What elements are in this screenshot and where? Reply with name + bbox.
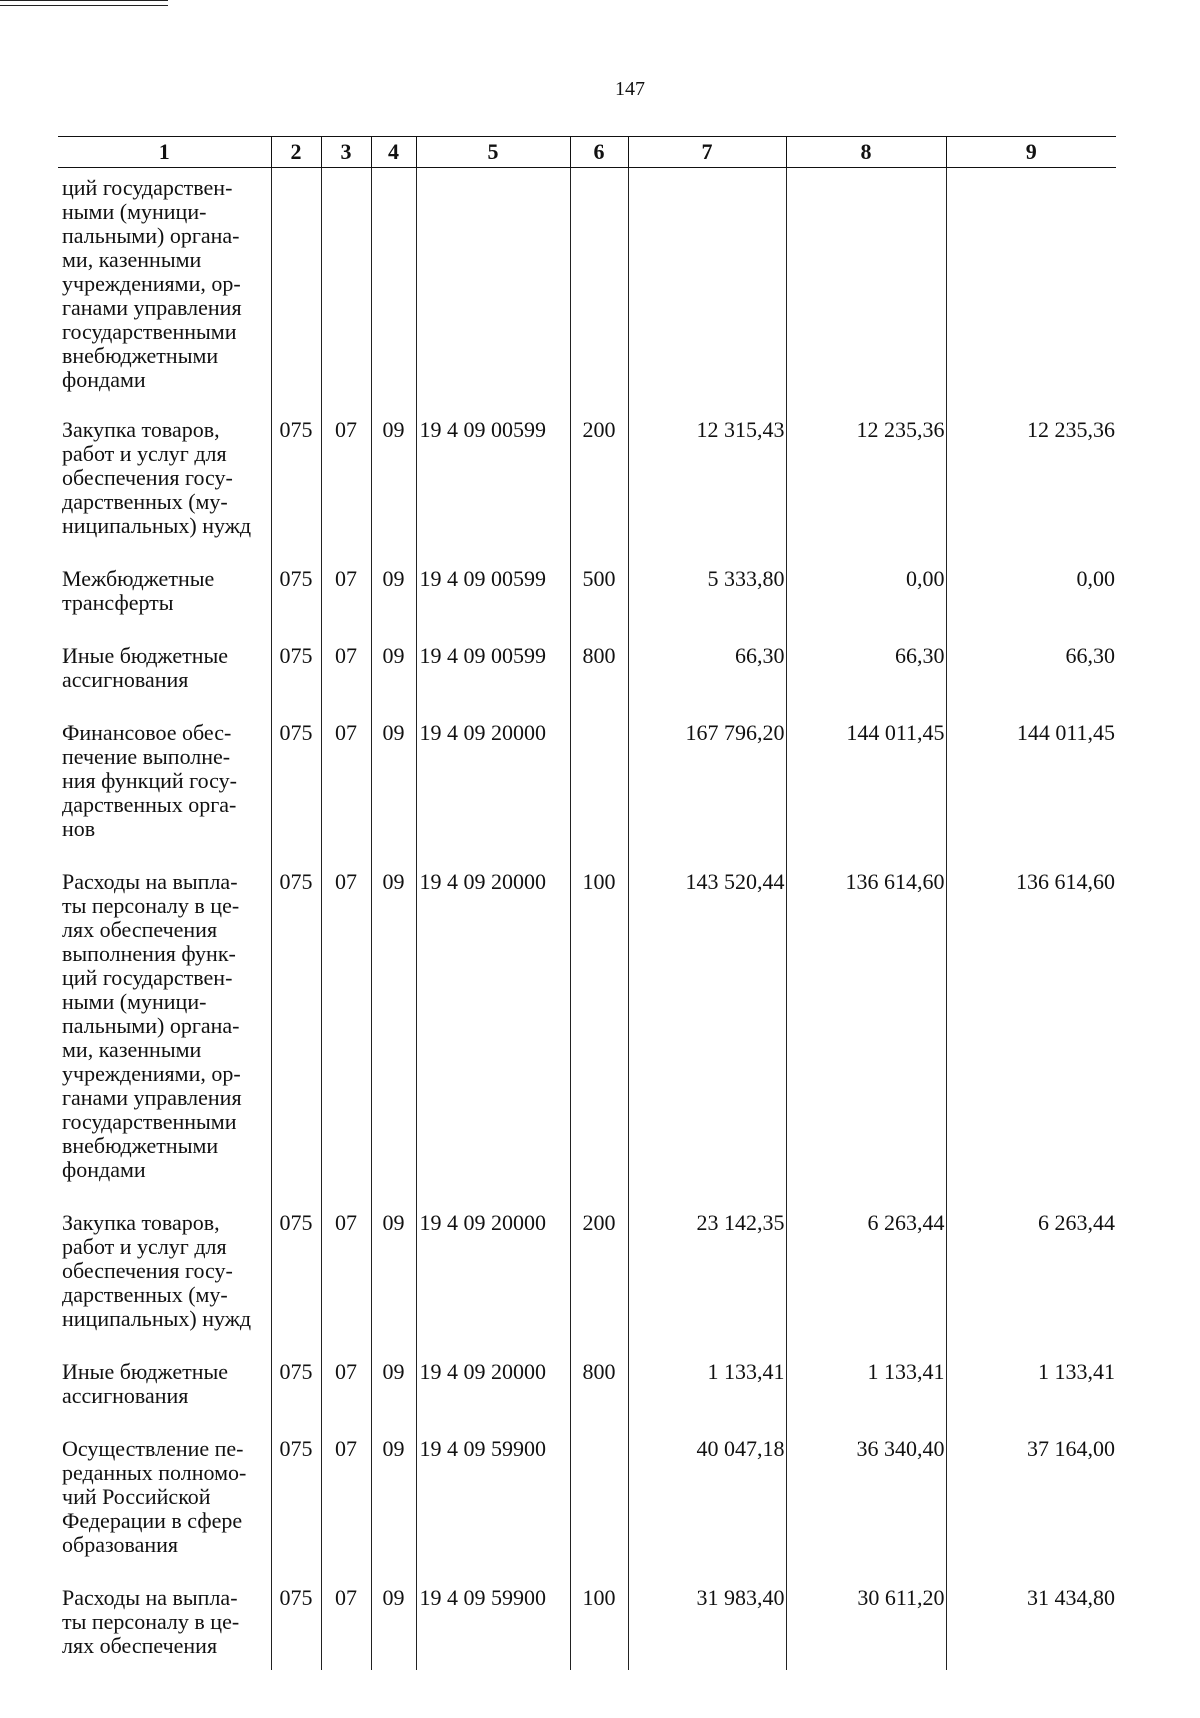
expense-type-code: 500: [570, 557, 628, 634]
table-row: [58, 1350, 1116, 1427]
expense-type-code: 800: [570, 1350, 628, 1427]
amount-col-9: 37 164,00: [946, 1427, 1116, 1576]
description-line: фондами: [62, 1157, 146, 1182]
description-line: внебюджетными: [62, 1133, 219, 1158]
table-row: [58, 1201, 1116, 1350]
target-article-code: 19 4 09 00599: [416, 557, 570, 634]
amount-col-9: 66,30: [946, 634, 1116, 711]
description-line: работ и услуг для: [62, 441, 227, 466]
amount-col-9: 0,00: [946, 557, 1116, 634]
description-line: Межбюджетные: [62, 566, 215, 591]
description-line: Закупка товаров,: [62, 417, 220, 442]
ministry-code: 075: [271, 1350, 321, 1427]
description-line: ций государствен-: [62, 965, 233, 990]
description-line: трансферты: [62, 590, 174, 615]
amount-col-9: 31 434,80: [946, 1576, 1116, 1670]
amount-col-7: 31 983,40: [628, 1576, 786, 1670]
col-header-7: 7: [628, 137, 786, 168]
amount-col-8: 136 614,60: [786, 860, 946, 1201]
budget-table-wrapper: [58, 136, 1116, 1670]
subsection-code: 09: [371, 634, 416, 711]
section-code: 07: [321, 860, 371, 1201]
description-line: фондами: [62, 367, 146, 392]
amount-col-9: 144 011,45: [946, 711, 1116, 860]
description-line: пальными) органа-: [62, 1013, 240, 1038]
table-body: [58, 168, 1116, 1671]
description-line: внебюджетными: [62, 343, 219, 368]
col-header-5: 5: [416, 137, 570, 168]
page-number: 147: [615, 78, 645, 100]
row-description: [58, 408, 271, 557]
amount-col-8: 1 133,41: [786, 1350, 946, 1427]
expense-type-code: 800: [570, 634, 628, 711]
table-row: [58, 168, 1116, 409]
table-row: [58, 1576, 1116, 1670]
amount-col-8: 0,00: [786, 557, 946, 634]
ministry-code: 075: [271, 634, 321, 711]
table-row: [58, 557, 1116, 634]
subsection-code: 09: [371, 860, 416, 1201]
description-line: печение выполне-: [62, 744, 231, 769]
col-header-8: 8: [786, 137, 946, 168]
section-code: 07: [321, 1576, 371, 1670]
col-header-2: 2: [271, 137, 321, 168]
subsection-code: 09: [371, 1350, 416, 1427]
row-description: [58, 860, 271, 1201]
description-line: образования: [62, 1532, 179, 1557]
description-line: Расходы на выпла-: [62, 1585, 238, 1610]
amount-col-8: 12 235,36: [786, 408, 946, 557]
expense-type-code: [570, 1427, 628, 1576]
row-description: [58, 1201, 271, 1350]
subsection-code: 09: [371, 408, 416, 557]
section-code: 07: [321, 408, 371, 557]
description-line: Финансовое обес-: [62, 720, 232, 745]
description-line: ты персоналу в це-: [62, 893, 240, 918]
description-line: дарственных орга-: [62, 792, 237, 817]
subsection-code: [371, 168, 416, 409]
description-line: ниципальных) нужд: [62, 513, 252, 538]
description-line: ассигнования: [62, 1383, 189, 1408]
ministry-code: 075: [271, 557, 321, 634]
row-description: [58, 711, 271, 860]
budget-table: [58, 136, 1116, 1670]
row-description: [58, 1350, 271, 1427]
description-line: ганами управления: [62, 295, 242, 320]
ministry-code: 075: [271, 1576, 321, 1670]
section-code: 07: [321, 557, 371, 634]
description-line: Иные бюджетные: [62, 643, 229, 668]
table-row: [58, 634, 1116, 711]
description-line: лях обеспечения: [62, 917, 218, 942]
amount-col-7: 143 520,44: [628, 860, 786, 1201]
description-line: государственными: [62, 1109, 237, 1134]
description-line: Иные бюджетные: [62, 1359, 229, 1384]
description-line: учреждениями, ор-: [62, 271, 241, 296]
row-description: [58, 557, 271, 634]
amount-col-7: 23 142,35: [628, 1201, 786, 1350]
description-line: реданных полномо-: [62, 1460, 247, 1485]
amount-col-9: 12 235,36: [946, 408, 1116, 557]
amount-col-8: 30 611,20: [786, 1576, 946, 1670]
col-header-6: 6: [570, 137, 628, 168]
description-line: обеспечения госу-: [62, 465, 233, 490]
description-line: ми, казенными: [62, 247, 202, 272]
amount-col-9: [946, 168, 1116, 409]
description-line: пальными) органа-: [62, 223, 240, 248]
description-line: дарственных (му-: [62, 1282, 228, 1307]
amount-col-9: 136 614,60: [946, 860, 1116, 1201]
amount-col-7: 66,30: [628, 634, 786, 711]
row-description: [58, 634, 271, 711]
expense-type-code: [570, 168, 628, 409]
description-line: ными (муници-: [62, 199, 207, 224]
description-line: ций государствен-: [62, 175, 233, 200]
amount-col-7: 40 047,18: [628, 1427, 786, 1576]
expense-type-code: 100: [570, 860, 628, 1201]
description-line: дарственных (му-: [62, 489, 228, 514]
amount-col-8: 6 263,44: [786, 1201, 946, 1350]
description-line: ниципальных) нужд: [62, 1306, 252, 1331]
description-line: государственными: [62, 319, 237, 344]
description-line: нов: [62, 816, 96, 841]
description-line: ния функций госу-: [62, 768, 237, 793]
col-header-4: 4: [371, 137, 416, 168]
description-line: выполнения функ-: [62, 941, 236, 966]
section-code: 07: [321, 711, 371, 860]
expense-type-code: 200: [570, 1201, 628, 1350]
col-header-9: 9: [946, 137, 1116, 168]
table-row: [58, 1427, 1116, 1576]
section-code: 07: [321, 1427, 371, 1576]
target-article-code: [416, 168, 570, 409]
amount-col-9: 6 263,44: [946, 1201, 1116, 1350]
ministry-code: 075: [271, 860, 321, 1201]
amount-col-8: [786, 168, 946, 409]
expense-type-code: 100: [570, 1576, 628, 1670]
ministry-code: 075: [271, 1427, 321, 1576]
amount-col-7: [628, 168, 786, 409]
subsection-code: 09: [371, 1576, 416, 1670]
amount-col-7: 167 796,20: [628, 711, 786, 860]
section-code: [321, 168, 371, 409]
section-code: 07: [321, 1201, 371, 1350]
expense-type-code: 200: [570, 408, 628, 557]
col-header-3: 3: [321, 137, 371, 168]
amount-col-8: 66,30: [786, 634, 946, 711]
top-rule: [0, 0, 168, 6]
target-article-code: 19 4 09 20000: [416, 711, 570, 860]
table-row: [58, 711, 1116, 860]
subsection-code: 09: [371, 1201, 416, 1350]
section-code: 07: [321, 634, 371, 711]
description-line: учреждениями, ор-: [62, 1061, 241, 1086]
description-line: работ и услуг для: [62, 1234, 227, 1259]
ministry-code: 075: [271, 1201, 321, 1350]
target-article-code: 19 4 09 00599: [416, 408, 570, 557]
description-line: ассигнования: [62, 667, 189, 692]
description-line: ми, казенными: [62, 1037, 202, 1062]
header-row: [58, 137, 1116, 168]
expense-type-code: [570, 711, 628, 860]
table-row: [58, 408, 1116, 557]
target-article-code: 19 4 09 20000: [416, 1201, 570, 1350]
row-description: [58, 1427, 271, 1576]
subsection-code: 09: [371, 711, 416, 860]
section-code: 07: [321, 1350, 371, 1427]
amount-col-8: 36 340,40: [786, 1427, 946, 1576]
description-line: ты персоналу в це-: [62, 1609, 240, 1634]
amount-col-7: 1 133,41: [628, 1350, 786, 1427]
description-line: обеспечения госу-: [62, 1258, 233, 1283]
target-article-code: 19 4 09 20000: [416, 1350, 570, 1427]
description-line: Закупка товаров,: [62, 1210, 220, 1235]
description-line: Расходы на выпла-: [62, 869, 238, 894]
table-row: [58, 860, 1116, 1201]
row-description: [58, 168, 271, 409]
description-line: ными (муници-: [62, 989, 207, 1014]
ministry-code: 075: [271, 711, 321, 860]
subsection-code: 09: [371, 1427, 416, 1576]
amount-col-8: 144 011,45: [786, 711, 946, 860]
description-line: Осуществление пе-: [62, 1436, 244, 1461]
ministry-code: 075: [271, 408, 321, 557]
ministry-code: [271, 168, 321, 409]
target-article-code: 19 4 09 20000: [416, 860, 570, 1201]
description-line: лях обеспечения: [62, 1633, 218, 1658]
row-description: [58, 1576, 271, 1670]
col-header-1: 1: [58, 137, 271, 168]
target-article-code: 19 4 09 59900: [416, 1427, 570, 1576]
subsection-code: 09: [371, 557, 416, 634]
description-line: Федерации в сфере: [62, 1508, 243, 1533]
amount-col-9: 1 133,41: [946, 1350, 1116, 1427]
description-line: чий Российской: [62, 1484, 211, 1509]
description-line: ганами управления: [62, 1085, 242, 1110]
amount-col-7: 12 315,43: [628, 408, 786, 557]
target-article-code: 19 4 09 59900: [416, 1576, 570, 1670]
amount-col-7: 5 333,80: [628, 557, 786, 634]
target-article-code: 19 4 09 00599: [416, 634, 570, 711]
